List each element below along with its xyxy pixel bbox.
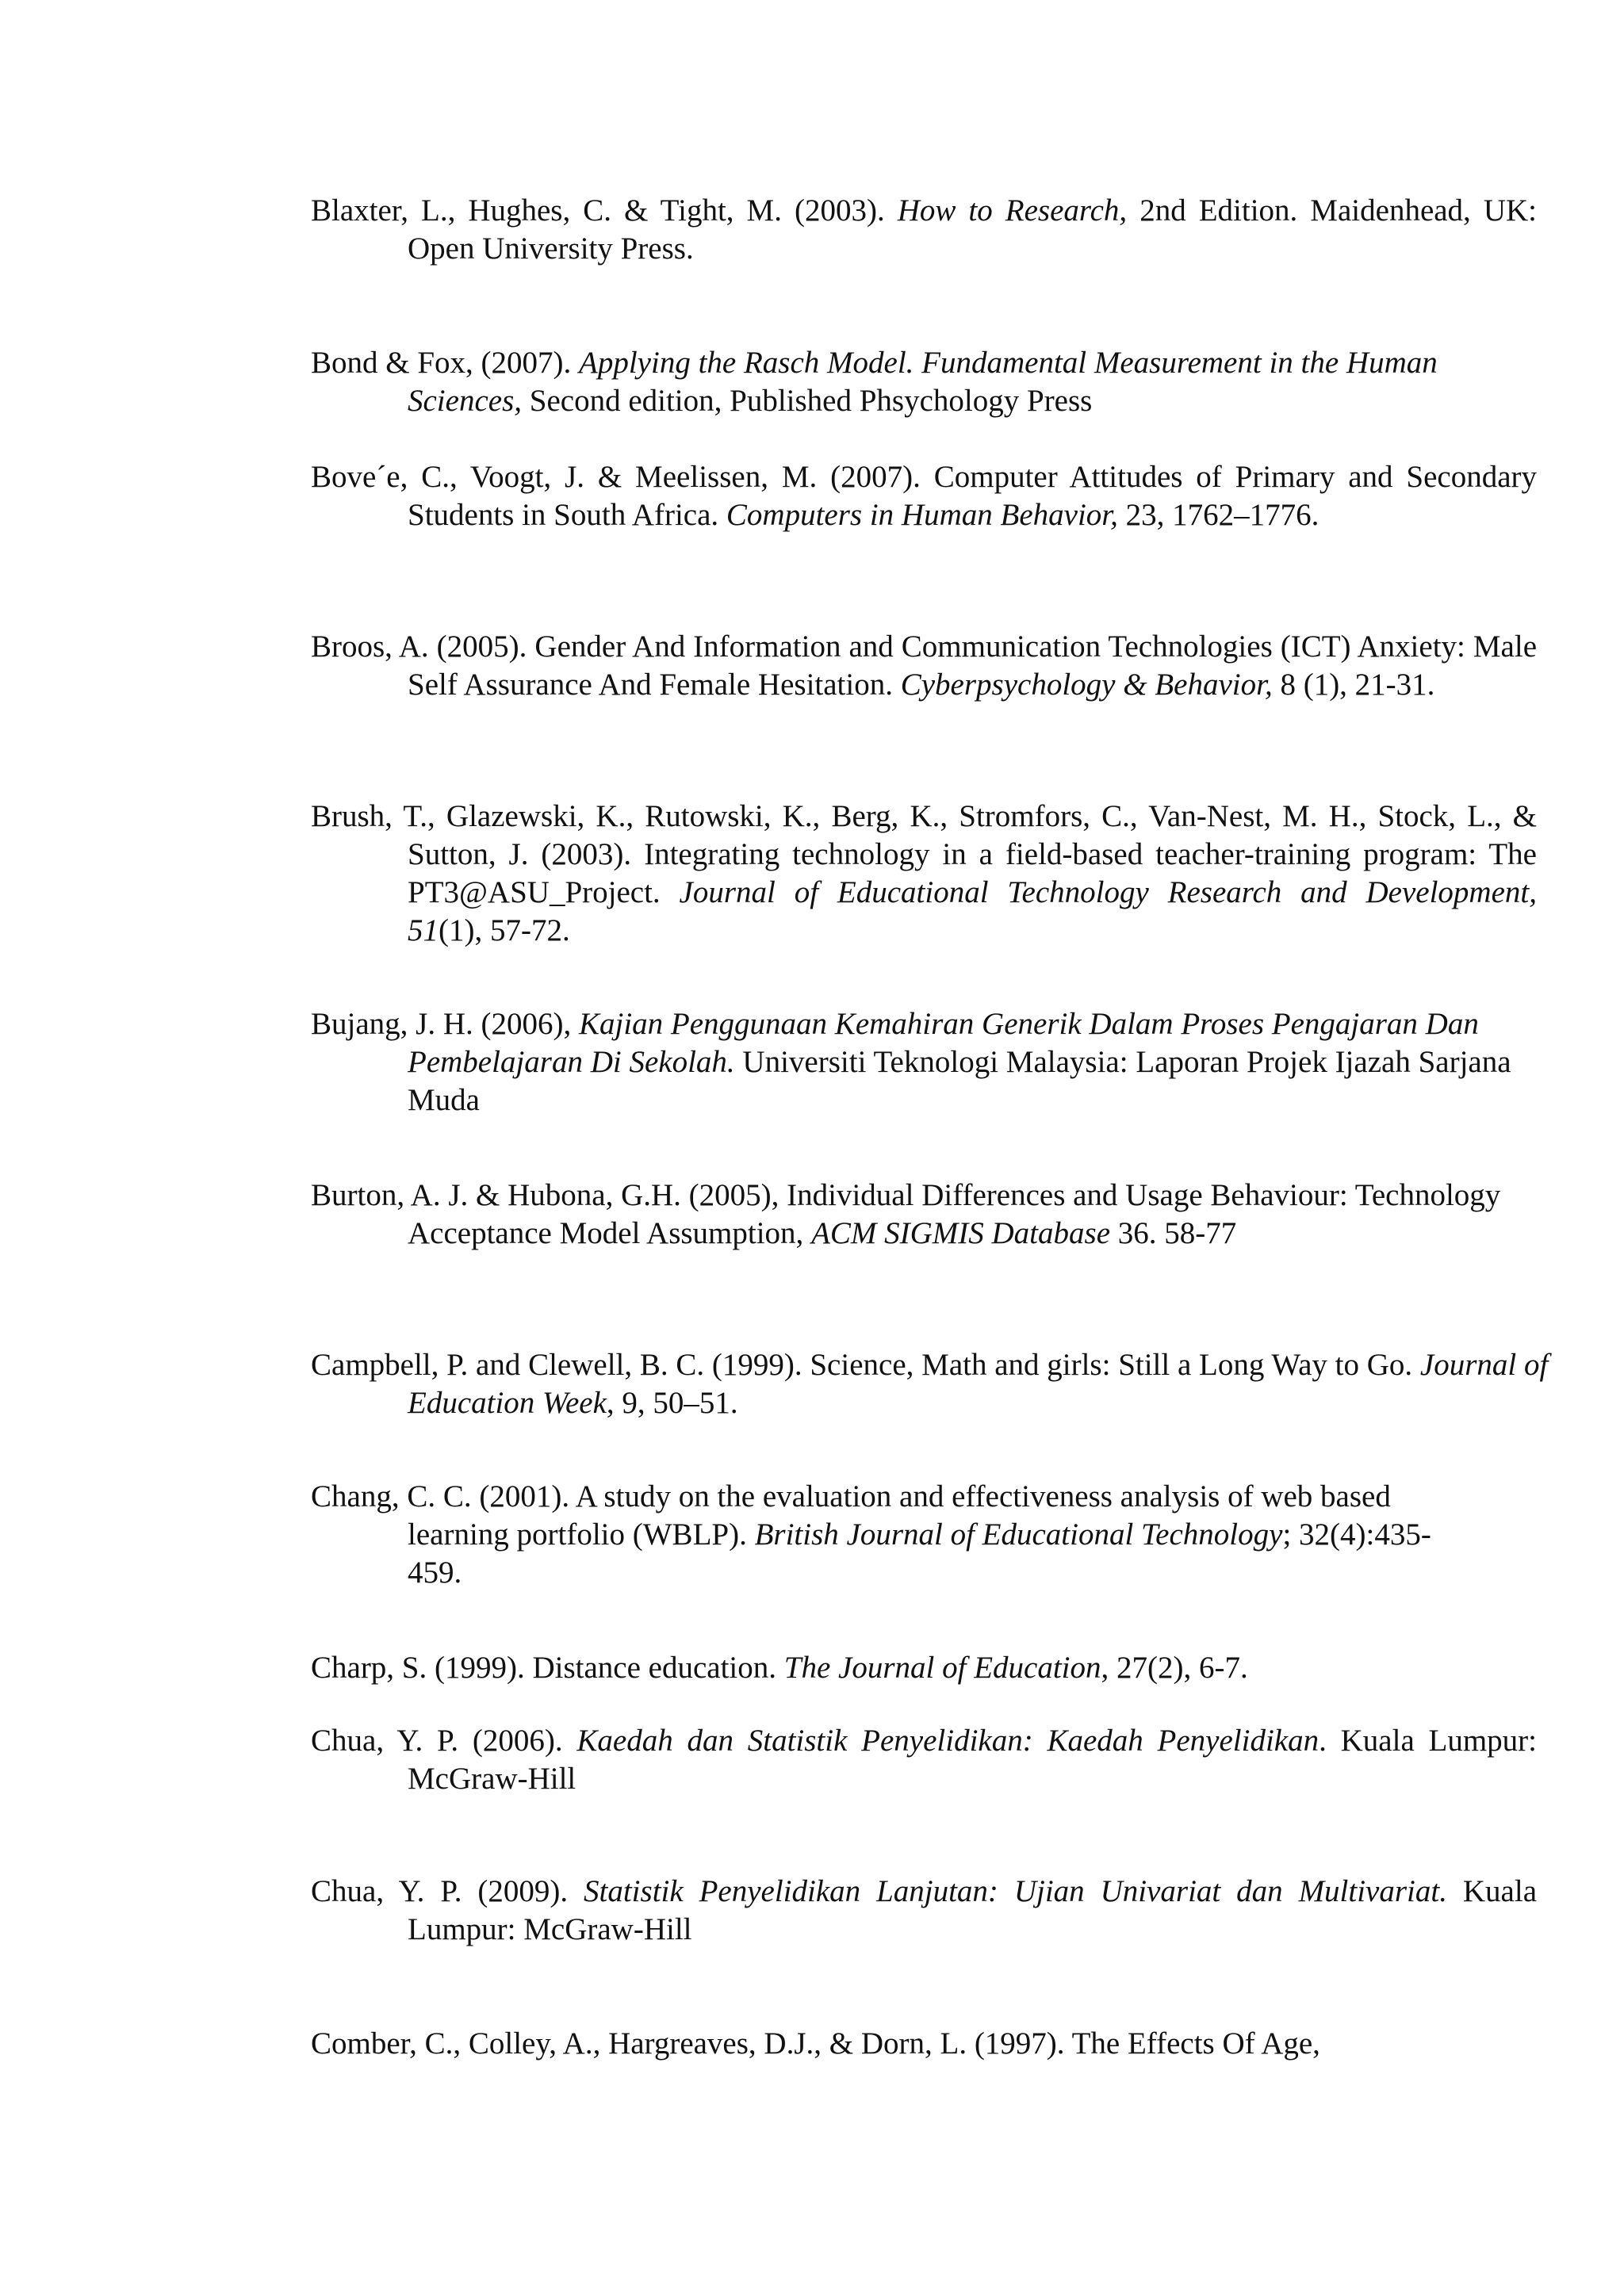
reference-entry: [311, 1649, 1537, 1687]
reference-entry: [311, 458, 1537, 534]
reference-text: Comber, C., Colley, A., Hargreaves, D.J., & Dorn, L. (1997). The Effects Of Age,: [311, 2026, 1320, 2061]
reference-text: 36. 58-77: [1110, 1216, 1237, 1250]
reference-title-italic: British Journal of Educational Technology: [754, 1517, 1283, 1552]
reference-entry: [311, 798, 1537, 950]
reference-text: . Kuala Lumpur: McGraw-Hill: [408, 1724, 1537, 1796]
reference-text: ; 32(4):435-459.: [408, 1517, 1431, 1590]
reference-text: 2nd Edition. Maidenhead, UK: Open University Press.: [408, 193, 1537, 266]
reference-entry: [311, 1005, 1549, 1119]
reference-title-italic: Applying the Rasch Model. Fundamental Measurement in the Human Sciences,: [408, 346, 1438, 418]
reference-title-italic: Computers in Human Behavior,: [726, 498, 1118, 532]
reference-entry: [311, 1722, 1537, 1798]
reference-text: , 9, 50–51.: [606, 1386, 738, 1420]
reference-text: Charp, S. (1999). Distance education.: [311, 1651, 784, 1685]
reference-title-italic: Cyberpsychology & Behavior,: [900, 668, 1273, 702]
reference-text: Brush, T., Glazewski, K., Rutowski, K., Berg, K., Stromfors, C., Van-Nest, M. H., Stock, L., & Sutton, J. (2003). Integrating technology in a field-based teacher-training program: The PT3@ASU_Project.: [311, 799, 1537, 909]
reference-title-italic: How to Research,: [897, 193, 1128, 228]
reference-text: Bujang, J. H. (2006),: [311, 1007, 579, 1041]
reference-text: Chua, Y. P. (2009).: [311, 1874, 584, 1908]
reference-text: Chua, Y. P. (2006).: [311, 1724, 577, 1758]
reference-title-italic: Kajian Penggunaan Kemahiran Generik Dalam Proses Pengajaran Dan Pembelajaran Di Sekolah.: [408, 1007, 1479, 1079]
reference-title-italic: Journal of Educational Technology Research and Development, 51: [408, 875, 1537, 947]
reference-entry: [311, 1177, 1534, 1253]
reference-title-italic: The Journal of Education: [783, 1651, 1101, 1685]
reference-text: Kuala Lumpur: McGraw-Hill: [408, 1874, 1538, 1946]
reference-text: Campbell, P. and Clewell, B. C. (1999). Science, Math and girls: Still a Long Way to Go.: [311, 1348, 1420, 1382]
reference-text: Broos, A. (2005). Gender And Information and Communication Technologies (ICT) Anxiety: Male Self Assurance And Female Hesitation.: [311, 629, 1537, 702]
reference-text: Bond & Fox, (2007).: [311, 346, 580, 380]
reference-entry: [311, 1873, 1537, 1949]
reference-text: Bove´e, C., Voogt, J. & Meelissen, M. (2007). Computer Attitudes of Primary and Secondary Students in South Africa.: [311, 460, 1537, 532]
reference-entry: [311, 344, 1510, 420]
reference-title-italic: Statistik Penyelidikan Lanjutan: Ujian Univariat dan Multivariat.: [584, 1874, 1447, 1908]
reference-entry: [311, 192, 1537, 268]
reference-text: Burton, A. J. & Hubona, G.H. (2005), Individual Differences and Usage Behaviour: Technology Acceptance Model Assumption,: [311, 1178, 1501, 1250]
reference-title-italic: Kaedah dan Statistik Penyelidikan: Kaedah Penyelidikan: [576, 1724, 1320, 1758]
reference-text: Universiti Teknologi Malaysia: Laporan Projek Ijazah Sarjana Muda: [408, 1045, 1511, 1117]
reference-text: Blaxter, L., Hughes, C. & Tight, M. (2003).: [311, 193, 898, 228]
reference-text: 8 (1), 21-31.: [1272, 668, 1435, 702]
reference-text: 23, 1762–1776.: [1117, 498, 1320, 532]
reference-title-italic: ACM SIGMIS Database: [811, 1216, 1110, 1250]
reference-text: Second edition, Published Phsychology Press: [522, 384, 1093, 418]
reference-entry: [311, 628, 1537, 704]
reference-text: (1), 57-72.: [439, 913, 570, 947]
reference-title-italic: Journal of Education Week: [408, 1348, 1549, 1420]
reference-entry: [311, 1346, 1549, 1422]
reference-entry: [311, 1478, 1446, 1592]
reference-text: , 27(2), 6-7.: [1101, 1651, 1248, 1685]
reference-entry: [311, 2025, 1549, 2063]
reference-text: Chang, C. C. (2001). A study on the evaluation and effectiveness analysis of web based learning portfolio (WBLP).: [311, 1479, 1391, 1552]
